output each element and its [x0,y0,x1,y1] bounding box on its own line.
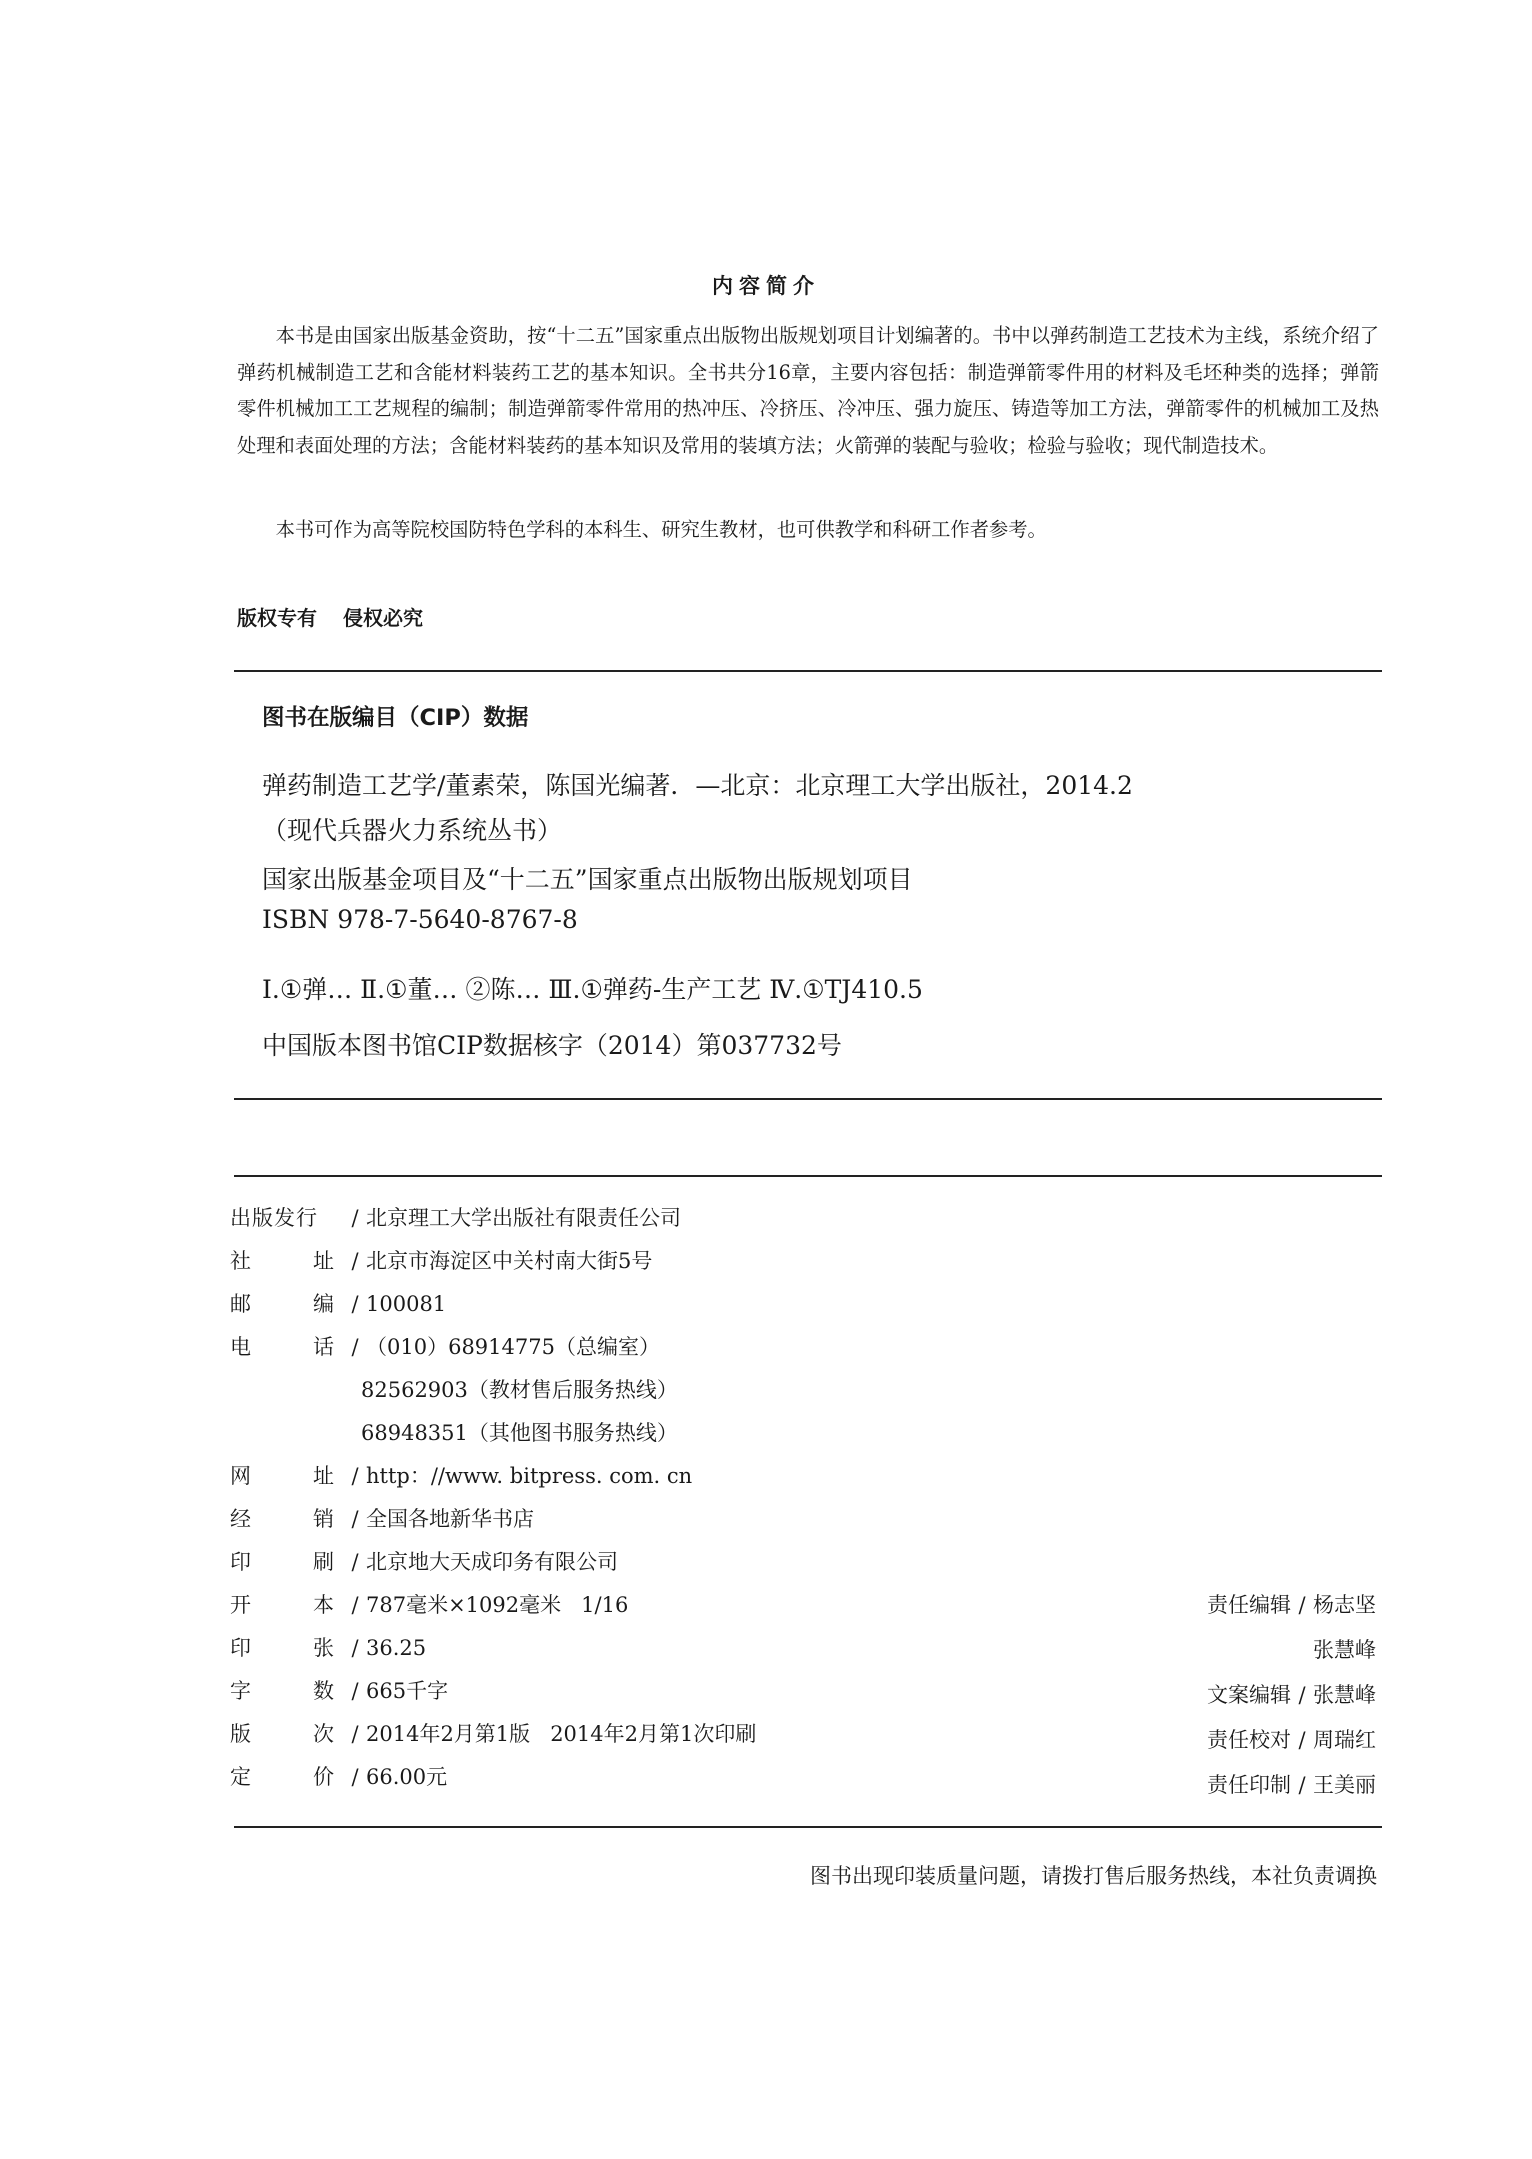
print-supervisor-label: 责任印制 [1207,1773,1291,1797]
infringement-text: 侵权必究 [343,606,423,630]
cip-line: （现代兵器火力系统丛书） [262,816,563,845]
address-row: 社 址 / 北京市海淀区中关村南大街5号 [230,1243,652,1279]
format-value: 787毫米×1092毫米 1/16 [366,1593,629,1617]
divider [234,670,1382,672]
copy-editor-name: 张慧峰 [1313,1683,1376,1707]
phone-value: （010）68914775（总编室） [366,1335,660,1359]
phone-label: 电 话 [230,1335,334,1359]
divider [234,1826,1382,1828]
publisher-value: 北京理工大学出版社有限责任公司 [366,1206,681,1230]
edition-label: 版 次 [230,1722,334,1746]
phone-value: 68948351（其他图书服务热线） [361,1421,678,1445]
address-value: 北京市海淀区中关村南大街5号 [366,1249,653,1273]
publisher-label: 出版发行 [230,1206,318,1230]
phone-value: 82562903（教材售后服务热线） [361,1378,678,1402]
summary-title: 内容简介 [712,274,820,298]
website-label: 网 址 [230,1464,334,1488]
price-label: 定 价 [230,1765,334,1789]
price-value: 66.00元 [366,1765,448,1789]
quality-notice: 图书出现印装质量问题，请拨打售后服务热线，本社负责调换 [810,1864,1377,1888]
cip-line: 国家出版基金项目及“十二五”国家重点出版物出版规划项目 [262,865,913,894]
chief-editor-name: 杨志坚 [1313,1593,1376,1617]
cip-record-number: 中国版本图书馆CIP数据核字（2014）第037732号 [262,1031,842,1060]
address-label: 社 址 [230,1249,334,1273]
edition-value: 2014年2月第1版 2014年2月第1次印刷 [366,1722,757,1746]
chief-editor-label: 责任编辑 [1207,1593,1291,1617]
distributor-row: 经 销 / 全国各地新华书店 [230,1501,534,1537]
printer-value: 北京地大天成印务有限公司 [366,1550,618,1574]
proofreader-label: 责任校对 [1207,1728,1291,1752]
chief-editor-row: 责任编辑 / 杨志坚 [1207,1593,1376,1617]
distributor-label: 经 销 [230,1507,334,1531]
divider [234,1098,1382,1100]
postcode-row: 邮 编 / 100081 [230,1286,446,1322]
chief-editor-name: 张慧峰 [1313,1638,1376,1662]
postcode-label: 邮 编 [230,1292,334,1316]
website-row: 网 址 / http：//www. bitpress. com. cn [230,1458,692,1494]
cip-isbn: ISBN 978-7-5640-8767-8 [262,905,578,934]
copy-editor-label: 文案编辑 [1207,1683,1291,1707]
phone-row: 电 话 / （010）68914775（总编室） [230,1329,660,1365]
summary-paragraph: 本书可作为高等院校国防特色学科的本科生、研究生教材，也可供教学和科研工作者参考。 [275,518,1047,541]
print-supervisor-name: 王美丽 [1313,1773,1376,1797]
edition-row: 版 次 / 2014年2月第1版 2014年2月第1次印刷 [230,1716,756,1752]
divider [234,1175,1382,1177]
format-label: 开 本 [230,1593,334,1617]
words-value: 665千字 [366,1679,449,1703]
sheets-value: 36.25 [366,1636,427,1660]
cip-line: 弹药制造工艺学/董素荣，陈国光编著．—北京：北京理工大学出版社，2014.2 [262,771,1133,800]
sheets-label: 印 张 [230,1636,334,1660]
print-supervisor-row: 责任印制 / 王美丽 [1207,1773,1376,1797]
words-label: 字 数 [230,1679,334,1703]
copyright-text: 版权专有 [237,606,317,630]
copy-editor-row: 文案编辑 / 张慧峰 [1207,1683,1376,1707]
words-row: 字 数 / 665千字 [230,1673,448,1709]
copyright-notice [237,602,423,631]
summary-paragraph: 本书是由国家出版基金资助，按“十二五”国家重点出版物出版规划项目计划编著的。书中以弹药制造工艺技术为主线，系统介绍了弹药机械制造工艺和含能材料装药工艺的基本知识。全书共分16章，主要内容包括：制造弹箭零件用的材料及毛坯种类的选择；弹箭零件机械加工工艺规程的编制；制造弹箭零件常用的热冲压、冷挤压、冷冲压、强力旋压、铸造等加工方法，弹箭零件的机械加工及热处理和表面处理的方法；含能材料装药的基本知识及常用的装填方法；火箭弹的装配与验收；检验与验收；现代制造技术。 [237,324,1379,457]
price-row: 定 价 / 66.00元 [230,1759,447,1795]
sheets-row: 印 张 / 36.25 [230,1630,426,1666]
cip-heading: 图书在版编目（CIP）数据 [262,705,529,731]
distributor-value: 全国各地新华书店 [366,1507,534,1531]
publisher-row: 出版发行 / 北京理工大学出版社有限责任公司 [230,1200,681,1236]
postcode-value: 100081 [366,1292,447,1316]
website-value: http：//www. bitpress. com. cn [366,1464,693,1488]
printer-label: 印 刷 [230,1550,334,1574]
printer-row: 印 刷 / 北京地大天成印务有限公司 [230,1544,618,1580]
proofreader-name: 周瑞红 [1313,1728,1376,1752]
format-row: 开 本 / 787毫米×1092毫米 1/16 [230,1587,628,1623]
proofreader-row: 责任校对 / 周瑞红 [1207,1728,1376,1752]
cip-classification: Ⅰ.①弹… Ⅱ.①董… ②陈… Ⅲ.①弹药-生产工艺 Ⅳ.①TJ410.5 [262,975,923,1004]
